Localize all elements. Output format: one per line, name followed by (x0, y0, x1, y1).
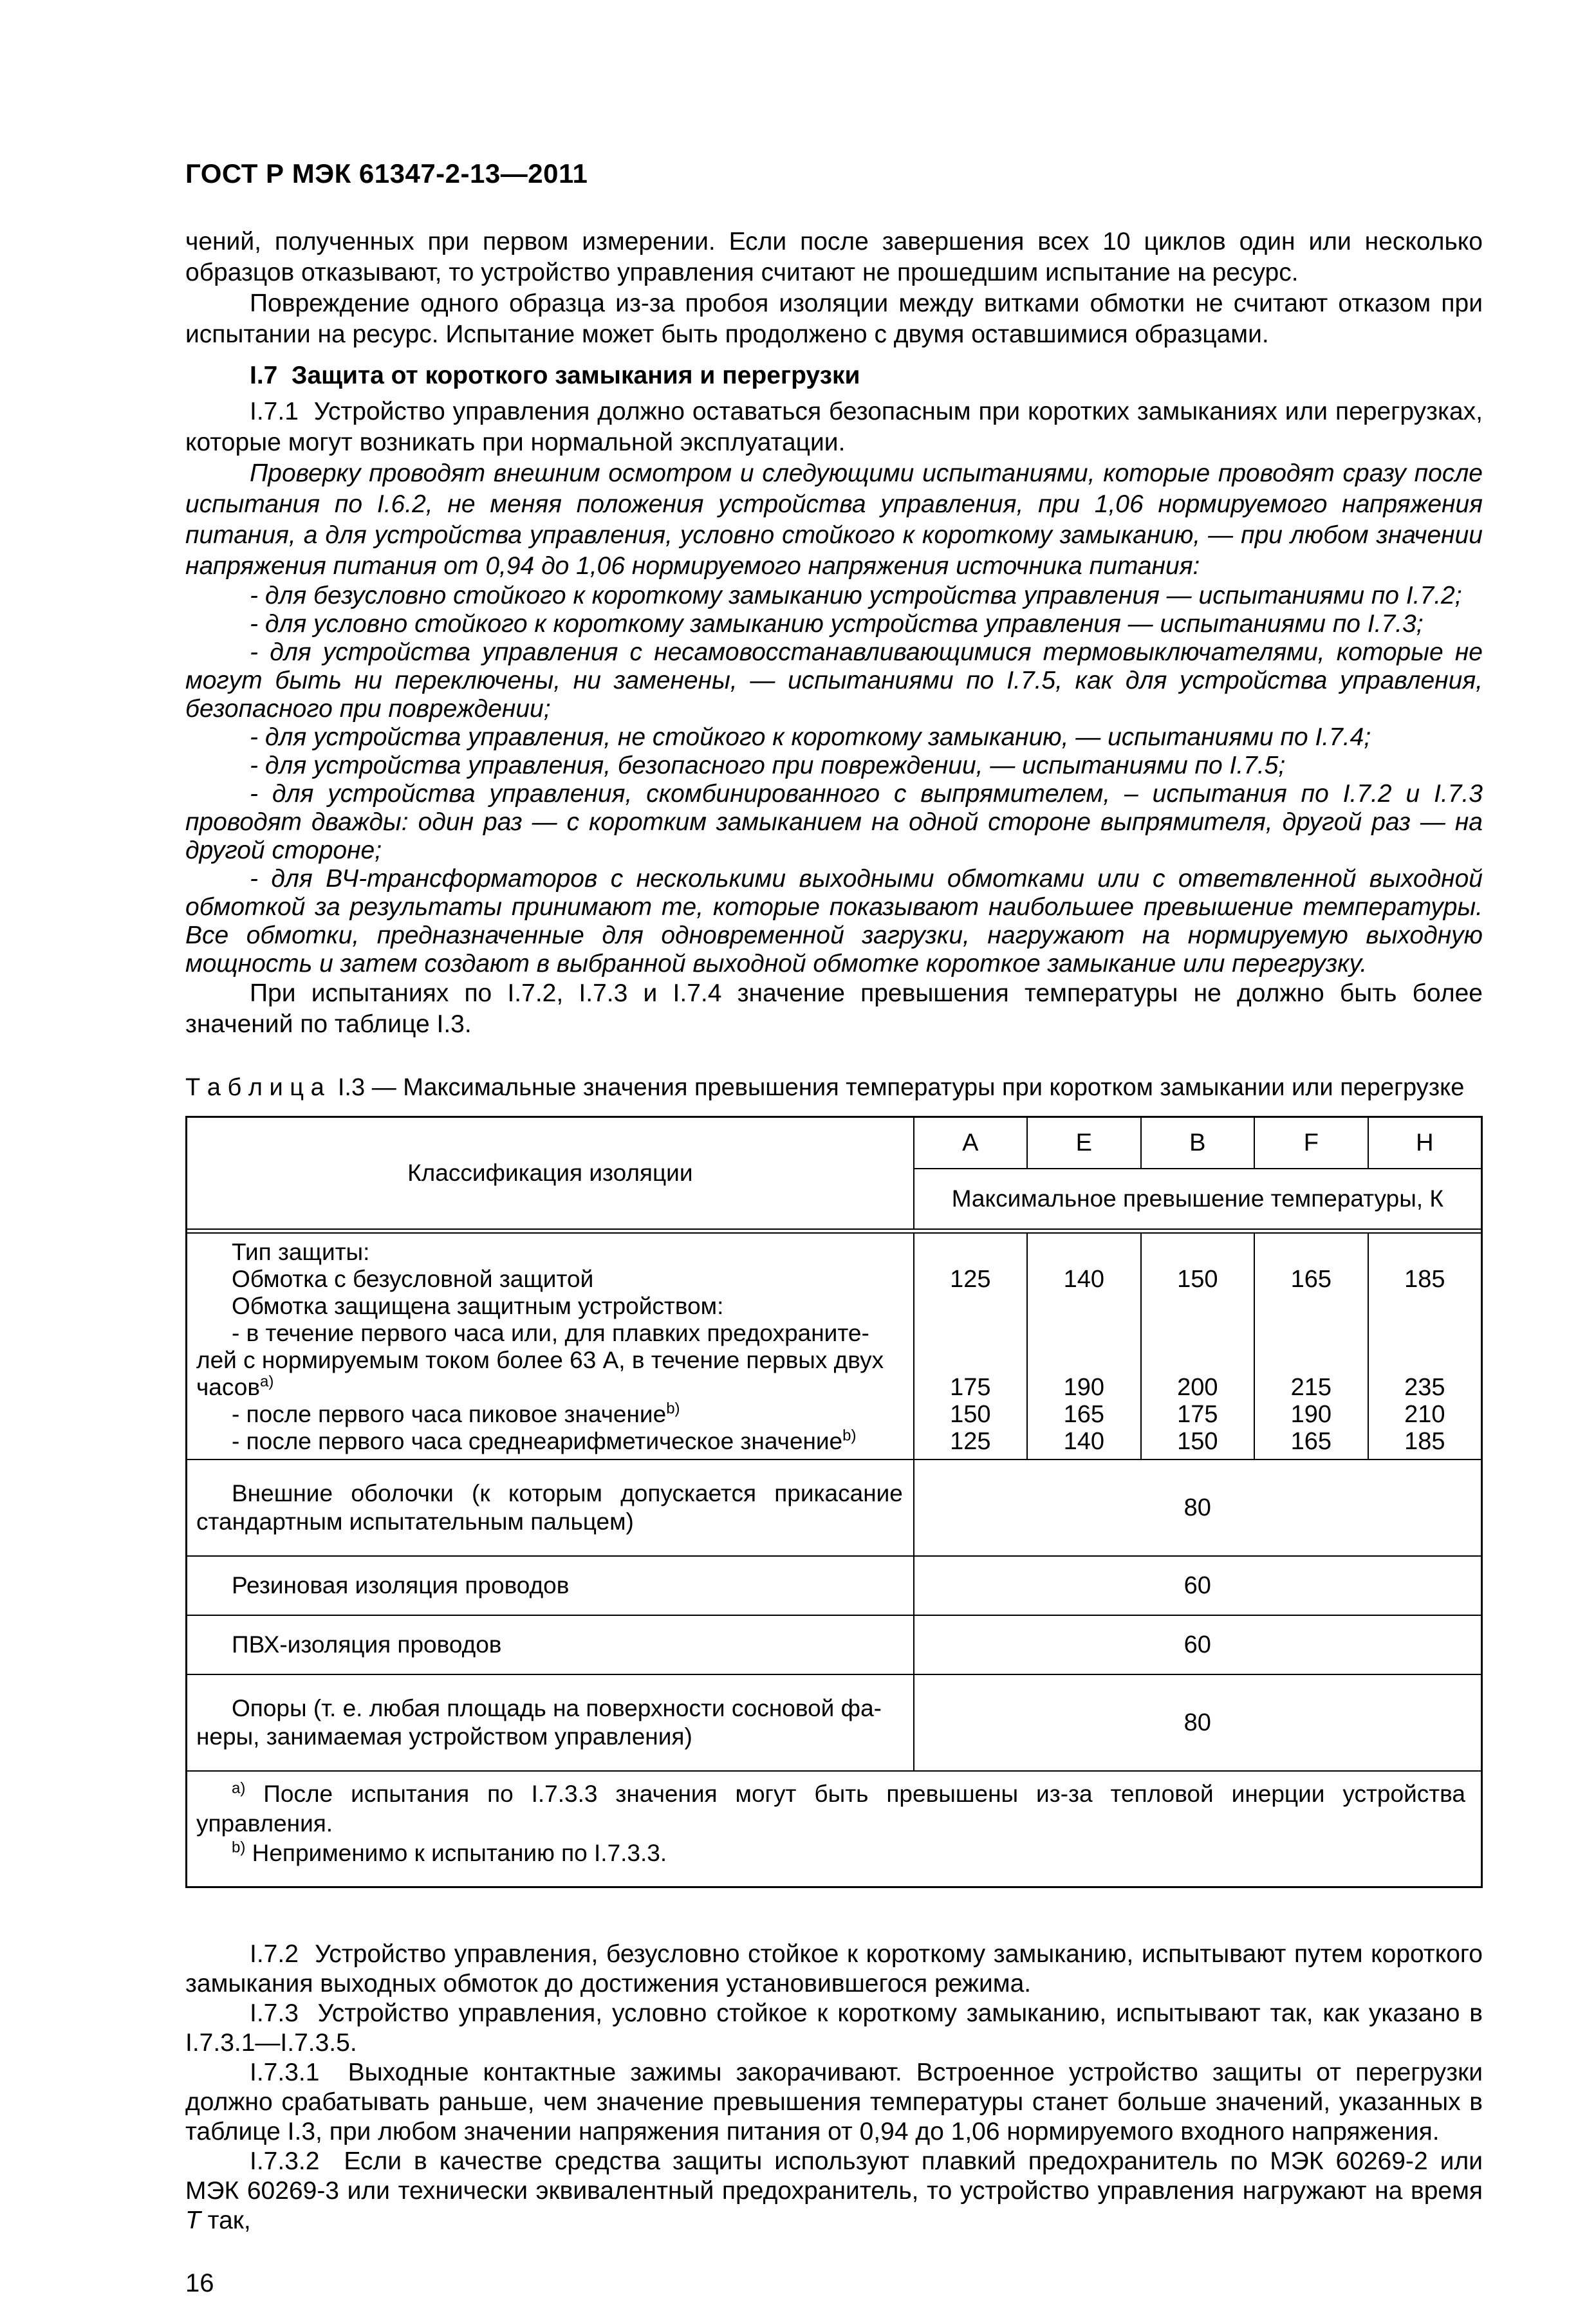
row-text-line: ПВХ-изоляция проводов (232, 1631, 502, 1658)
row-text-line: Внешние оболочки (к которым допускается прикасание (232, 1480, 903, 1506)
temperature-value: 175 (1177, 1401, 1218, 1428)
temperature-value: 125 (950, 1266, 991, 1293)
temperature-column-H (1369, 1234, 1481, 1459)
temperature-value: 125 (950, 1428, 991, 1455)
table-caption-label: Т а б л и ц а I.3 (185, 1074, 366, 1101)
temperature-value (914, 1239, 1026, 1266)
footnote-marker-b: b) (666, 1400, 680, 1418)
protection-line (196, 1401, 907, 1428)
paragraph-i71: I.7.1 Устройство управления должно оставаться безопасным при коротких замыканиях или перегрузках, которые могут возникать при нормальной эксплуатации. (185, 398, 1483, 456)
temperature-value (1142, 1293, 1254, 1320)
temperature-column-E (1028, 1234, 1141, 1459)
temperature-value (1255, 1293, 1367, 1320)
temperature-value: 190 (1063, 1374, 1105, 1401)
paragraph-continuation: чений, полученных при первом измерении. Если после завершения всех 10 циклов один или несколько образцов отказывают, то устройство управления считают не прошедшим испытание на ресурс. (185, 228, 1483, 286)
temperature-value (1369, 1239, 1481, 1266)
paragraph-check-procedure: Проверку проводят внешним осмотром и следующими испытаниями, которые проводят сразу после испытания по I.6.2, не меняя положения устройства управления, при 1,06 нормируемого напряжения питания, а для устройства управления, условно стойкого к короткому замыканию, — при любом значении напряжения питания от 0,94 до 1,06 нормируемого напряжения источника питания: (185, 459, 1483, 580)
paragraph-i731: I.7.3.1 Выходные контактные зажимы закорачивают. Встроенное устройство защиты от перегрузки должно срабатывать раньше, чем значение превышения температуры станет больше значений, указанных в таблице I.3, при любом значении напряжения питания от 0,94 до 1,06 нормируемого входного напряжения. (185, 2059, 1483, 2145)
footnote-marker-b: b) (232, 1839, 246, 1857)
cell-enclosures-text (187, 1460, 914, 1555)
temperature-value: 150 (1177, 1266, 1218, 1293)
list-item: - для условно стойкого к короткому замыканию устройства управления — испытаниями по I.7.3; (250, 610, 1424, 638)
temperature-value: 215 (1290, 1374, 1332, 1401)
temperature-value (914, 1347, 1026, 1374)
temperature-value: 200 (1177, 1374, 1218, 1401)
cell-pvc-value: 60 (1183, 1631, 1211, 1658)
table-caption (185, 1073, 1483, 1102)
protection-line: лей с нормируемым током более 63 А, в течение первых двух (196, 1347, 884, 1373)
paragraph-i72: I.7.2 Устройство управления, безусловно стойкое к короткому замыканию, испытывают путем короткого замыкания выходных обмоток до достижения установившегося режима. (185, 1940, 1483, 1997)
temperature-value: 150 (1177, 1428, 1218, 1455)
header-cell-classification: Классификация изоляции (187, 1118, 914, 1228)
page-content (185, 0, 1483, 2298)
cell-rubber-text (187, 1557, 914, 1615)
temperature-value (1369, 1293, 1481, 1320)
list-item: - для безусловно стойкого к короткому замыканию устройства управления — испытаниями по I.7.2; (250, 582, 1462, 609)
footnote-b (196, 1839, 1465, 1868)
footnote-marker-a: a) (260, 1373, 274, 1391)
temperature-value (1142, 1347, 1254, 1374)
paragraph-damage: Повреждение одного образца из-за пробоя изоляции между витками обмотки не считают отказом при испытании на ресурс. Испытание может быть продолжено с двумя оставшимися образцами. (185, 290, 1483, 348)
temperature-value (1142, 1239, 1254, 1266)
protection-line-text: - после первого часа пиковое значение (232, 1401, 667, 1427)
paragraph-i73: I.7.3 Устройство управления, условно стойкое к короткому замыканию, испытывают так, как указано в I.7.3.1—I.7.3.5. (185, 1999, 1483, 2057)
list-item: - для устройства управления с несамовосстанавливающимися термовыключателями, которые не могут быть ни переключены, ни заменены, — испытаниями по I.7.5, как для устройства управления, безопасного при повреждении; (185, 638, 1483, 723)
column-header-B: B (1142, 1118, 1255, 1168)
table-row-protection (187, 1234, 1481, 1460)
footnote-marker-b: b) (842, 1427, 857, 1445)
protection-line: Обмотка с безусловной защитой (232, 1266, 594, 1292)
list-item: - для устройства управления, не стойкого к короткому замыканию, — испытаниями по I.7.4; (250, 723, 1371, 751)
temperature-value (1255, 1347, 1367, 1374)
list-item: - для устройства управления, безопасного при повреждении, — испытаниями по I.7.5; (250, 752, 1286, 779)
temperature-value: 175 (950, 1374, 991, 1401)
temperature-value: 210 (1404, 1401, 1445, 1428)
row-text-line: Опоры (т. е. любая площадь на поверхности сосновой фа- (232, 1695, 882, 1721)
temperature-value: 165 (1063, 1401, 1105, 1428)
header-right-block (914, 1118, 1481, 1228)
paragraph-i732-tail: так, (200, 2207, 251, 2234)
temperature-value (1028, 1320, 1140, 1347)
protection-line (196, 1374, 907, 1401)
column-header-E: E (1028, 1118, 1141, 1168)
temperature-value: 140 (1063, 1428, 1105, 1455)
temperature-value (1369, 1320, 1481, 1347)
temperature-value (1255, 1239, 1367, 1266)
variable-t: Т (185, 2207, 201, 2234)
protection-line-text: - после первого часа среднеарифметическое значение (232, 1428, 843, 1454)
page-number: 16 (185, 2269, 214, 2297)
column-header-F: F (1255, 1118, 1368, 1168)
table-caption-text: Максимальные значения превышения температуры при коротком замыкании или перегрузке (403, 1074, 1465, 1101)
temperature-value (1255, 1320, 1367, 1347)
temperature-value: 165 (1290, 1428, 1332, 1455)
temperature-value (1028, 1347, 1140, 1374)
temperature-value (1142, 1320, 1254, 1347)
paragraph-before-table: При испытаниях по I.7.2, I.7.3 и I.7.4 значение превышения температуры не должно быть более значений по таблице I.3. (185, 979, 1483, 1038)
protection-line: - в течение первого часа или, для плавких предохраните- (232, 1320, 869, 1346)
temperature-value: 235 (1404, 1374, 1445, 1401)
protection-values (914, 1234, 1481, 1459)
cell-enclosures-value: 80 (1183, 1494, 1211, 1521)
protection-line: Тип защиты: (232, 1239, 370, 1265)
temperature-value: 165 (1290, 1266, 1332, 1293)
temperature-column-A (914, 1234, 1028, 1459)
row-text-line: Резиновая изоляция проводов (232, 1572, 570, 1598)
column-header-A: A (914, 1118, 1028, 1168)
protection-line-text: часов (196, 1374, 261, 1400)
list-item: - для устройства управления, скомбинированного с выпрямителем, – испытания по I.7.2 и I.7.3 проводят дважды: один раз — с коротким замыканием на одной стороне выпрямителя, другой раз — на другой стороне; (185, 780, 1483, 864)
table-footnotes (187, 1772, 1481, 1886)
temperature-value: 185 (1404, 1428, 1445, 1455)
temperature-value: 150 (950, 1401, 991, 1428)
footnote-text: После испытания по I.7.3.3 значения могут быть превышены из-за тепловой инерции устройства управления. (196, 1781, 1465, 1837)
temperature-column-B (1142, 1234, 1255, 1459)
standard-designation: ГОСТ Р МЭК 61347-2-13—2011 (185, 158, 588, 189)
cell-pvc-text (187, 1616, 914, 1674)
temperature-value (914, 1293, 1026, 1320)
row-text-line: неры, занимаемая устройством управления) (196, 1723, 692, 1750)
column-header-H: H (1416, 1129, 1434, 1156)
temperature-value: 190 (1290, 1401, 1332, 1428)
section-heading-i7: I.7 Защита от короткого замыкания и перегрузки (250, 362, 860, 389)
table-row-supports (187, 1675, 1481, 1772)
temperature-value (1028, 1293, 1140, 1320)
cell-supports-value: 80 (1183, 1709, 1211, 1736)
table-row-pvc (187, 1616, 1481, 1675)
protection-line (196, 1428, 907, 1455)
table-footnotes-row (187, 1772, 1481, 1886)
temperature-value (914, 1320, 1026, 1347)
footnote-a (196, 1779, 1465, 1839)
cell-protection-text (187, 1234, 914, 1459)
temperature-value (1369, 1347, 1481, 1374)
row-text-line: стандартным испытательным пальцем) (196, 1508, 634, 1535)
header-cell-subtitle: Максимальное превышение температуры, К (951, 1185, 1443, 1212)
temperature-value: 140 (1063, 1266, 1105, 1293)
protection-line: Обмотка защищена защитным устройством: (232, 1293, 724, 1319)
temperature-column-F (1255, 1234, 1368, 1459)
paragraph-i732-text: I.7.3.2 Если в качестве средства защиты используют плавкий предохранитель по МЭК 60269-2 или МЭК 60269-3 или технически эквивалентный предохранитель, то устройство управления нагружают на время (185, 2147, 1483, 2205)
temperature-value (1028, 1239, 1140, 1266)
insulation-table (185, 1116, 1483, 1888)
table-header-row (187, 1118, 1481, 1230)
cell-rubber-value: 60 (1183, 1571, 1211, 1599)
table-row-rubber (187, 1557, 1481, 1616)
footnote-marker-a: a) (232, 1779, 246, 1797)
footnote-text: Неприменимо к испытанию по I.7.3.3. (252, 1840, 667, 1866)
temperature-value: 185 (1404, 1266, 1445, 1293)
letters-row (914, 1118, 1481, 1169)
table-caption-dash: — (371, 1074, 396, 1101)
table-row-enclosures (187, 1460, 1481, 1557)
list-item: - для ВЧ-трансформаторов с несколькими выходными обмотками или с ответвленной выходной обмоткой за результаты принимают те, которые показывают наибольшее превышение температуры. Все обмотки, предназначенные для одновременной загрузки, нагружают на нормируемую выходную мощность и затем создают в выбранной выходной обмотке короткое замыкание или перегрузку. (185, 865, 1483, 978)
cell-supports-text (187, 1675, 914, 1770)
paragraph-i732 (185, 2147, 1483, 2236)
